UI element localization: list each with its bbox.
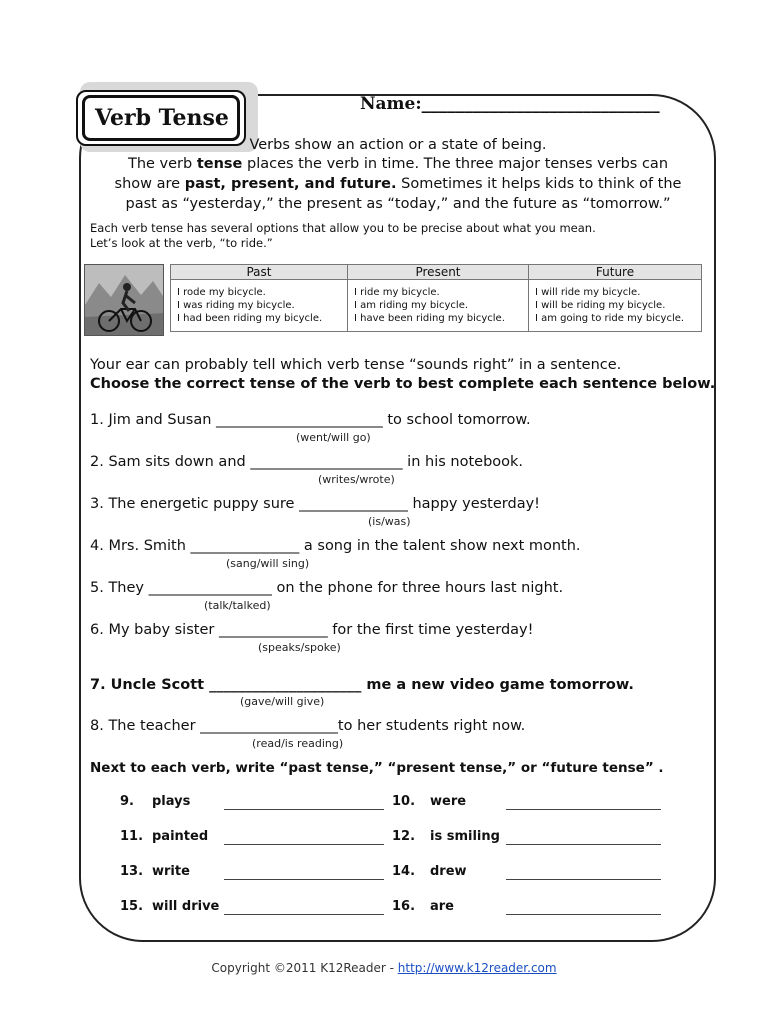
question-2: 2. Sam sits down and _____________________ in his notebook. [90,454,524,470]
word-verb: is smiling [430,829,500,844]
name-label: Name: [360,94,422,114]
word-number: 16. [392,899,416,914]
hint-4: (sang/will sing) [226,557,310,570]
word-verb: will drive [152,899,220,914]
word-verb: write [152,864,190,879]
bicycle-rider-image [84,264,164,336]
question-1: 1. Jim and Susan _______________________ to school tomorrow. [90,412,531,428]
question-4: 4. Mrs. Smith _______________ a song in the talent show next month. [90,538,581,554]
intro-line-2: The verb tense places the verb in time. The three major tenses verbs can [127,156,669,172]
word-verb: were [430,794,467,809]
instruction-line-1: Your ear can probably tell which verb tense “sounds right” in a sentence. [90,357,622,373]
answer-blank[interactable]: _______________ [218,622,328,638]
header-present: Present [348,265,529,280]
tense-table [170,264,702,332]
answer-line[interactable] [506,879,661,880]
answer-line[interactable] [506,809,661,810]
word-number: 14. [392,864,416,879]
answer-line[interactable] [506,844,661,845]
copyright-footer: Copyright ©2011 K12Reader - http://www.k12reader.com [211,961,557,975]
answer-blank[interactable]: _______________________ [216,412,383,428]
word-verb: plays [152,794,191,809]
word-number: 9. [120,794,134,809]
answer-blank[interactable]: _______________ [190,538,300,554]
word-number: 10. [392,794,416,809]
answer-blank[interactable]: _______________ [299,496,408,512]
note-line-1: Each verb tense has several options that allow you to be precise about what you mean. [90,221,596,235]
hint-7: (gave/will give) [240,695,325,708]
instruction-line-2: Choose the correct tense of the verb to best complete each sentence below. [90,376,716,392]
answer-blank[interactable]: ___________________ [200,718,338,734]
name-field[interactable] [360,94,660,114]
word-verb: are [430,899,455,914]
k12reader-link[interactable]: http://www.k12reader.com [397,961,557,975]
present-examples: I ride my bicycle. I am riding my bicycle. I have been riding my bicycle. [348,280,529,332]
answer-line[interactable] [224,809,384,810]
header-past: Past [171,265,348,280]
question-8: 8. The teacher ___________________to her students right now. [90,718,526,734]
word-number: 13. [120,864,144,879]
intro-line-4: past as “yesterday,” the present as “today,” and the future as “tomorrow.” [125,196,671,212]
word-verb: painted [152,829,209,844]
hint-1: (went/will go) [296,431,371,444]
hint-5: (talk/talked) [204,599,271,612]
intro-line-3: show are past, present, and future. Sometimes it helps kids to think of the [114,176,682,192]
answer-line[interactable] [224,914,384,915]
bicycle-icon [85,265,164,336]
past-examples: I rode my bicycle. I was riding my bicycle. I had been riding my bicycle. [171,280,348,332]
answer-line[interactable] [224,879,384,880]
hint-6: (speaks/spoke) [258,641,341,654]
word-number: 12. [392,829,416,844]
answer-blank[interactable]: _____________________ [209,677,362,693]
word-number: 11. [120,829,144,844]
header-future: Future [529,265,702,280]
word-verb: drew [430,864,467,879]
name-blank: ____________________________ [421,94,660,114]
hint-3: (is/was) [368,515,411,528]
future-examples: I will ride my bicycle. I will be riding my bicycle. I am going to ride my bicycle. [529,280,702,332]
hint-2: (writes/wrote) [318,473,395,486]
word-number: 15. [120,899,144,914]
part2-instruction: Next to each verb, write “past tense,” “present tense,” or “future tense” . [90,760,664,776]
note-line-2: Let’s look at the verb, “to ride.” [90,236,273,250]
answer-blank[interactable]: _____________________ [250,454,403,470]
question-7: 7. Uncle Scott _____________________ me a new video game tomorrow. [90,677,634,693]
hint-8: (read/is reading) [252,737,344,750]
question-3: 3. The energetic puppy sure _______________ happy yesterday! [90,496,540,512]
question-5: 5. They _________________ on the phone for three hours last night. [90,580,564,596]
question-6: 6. My baby sister _______________ for the first time yesterday! [90,622,534,638]
answer-line[interactable] [506,914,661,915]
intro-line-1: Verbs show an action or a state of being. [249,137,547,153]
answer-line[interactable] [224,844,384,845]
worksheet-title: Verb Tense [82,95,240,141]
answer-blank[interactable]: _________________ [148,580,272,596]
